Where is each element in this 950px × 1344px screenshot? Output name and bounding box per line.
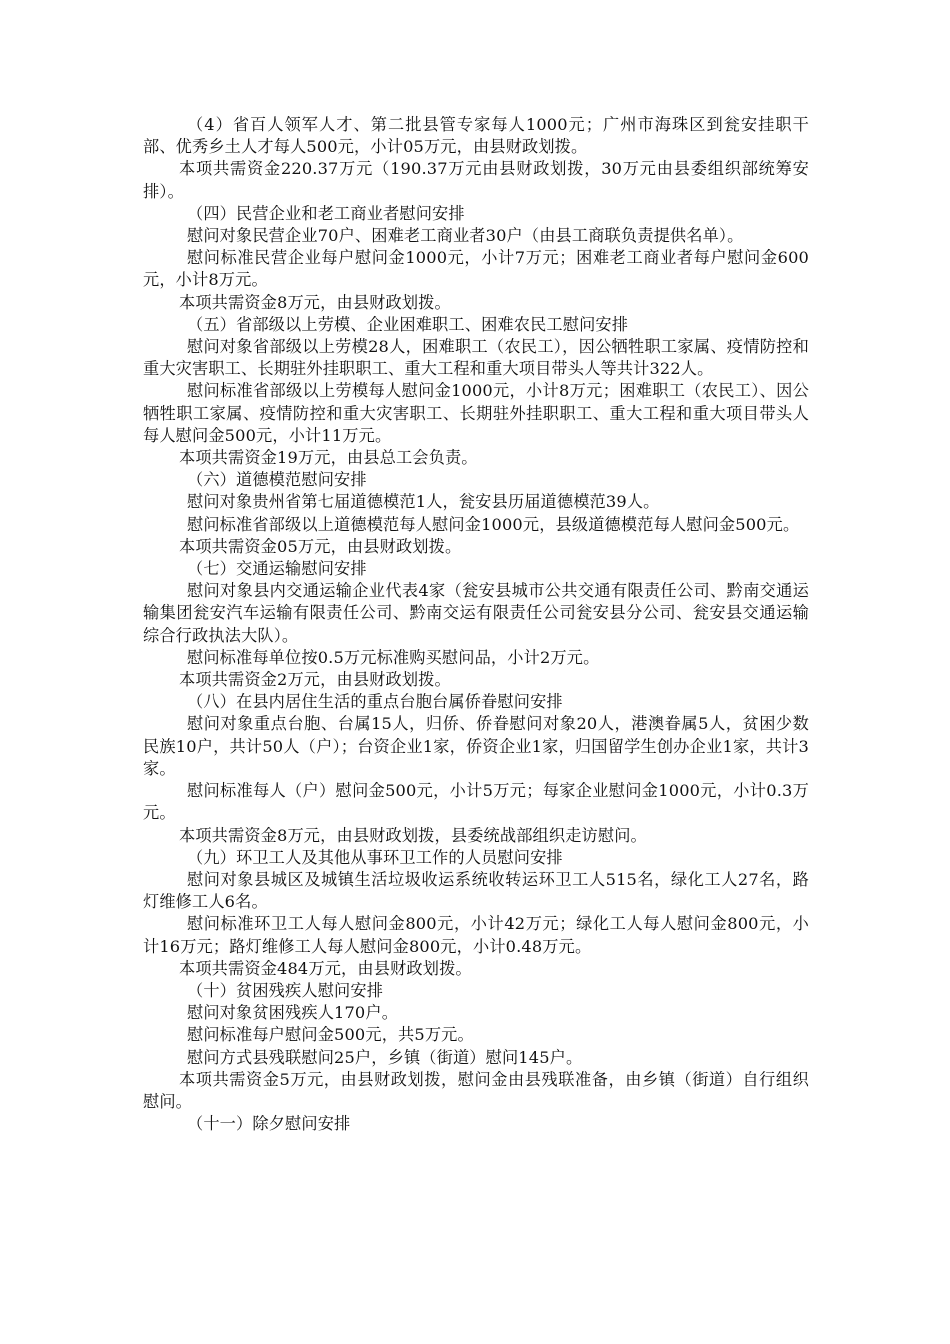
document-paragraph: （四）民营企业和老工商业者慰问安排 <box>187 203 465 223</box>
document-paragraph: （4）省百人领军人才、第二批县管专家每人1000元；广州市海珠区到瓮安挂职干部、优秀乡土人才每人500元，小计05万元，由县财政划拨。 <box>143 115 809 157</box>
document-paragraph: （六）道德模范慰问安排 <box>187 470 367 490</box>
document-summary-paragraph: 本项共需资金220.37万元（190.37万元由县财政划拨，30万元由县委组织部统筹安排）。 <box>143 159 809 201</box>
document-paragraph: 慰问对象贵州省第七届道德模范1人，瓮安县历届道德模范39人。 <box>187 492 660 512</box>
document-paragraph: 慰问标准环卫工人每人慰问金800元，小计42万元；绿化工人每人慰问金800元，小计16万元；路灯维修工人每人慰问金800元，小计0.48万元。 <box>143 914 809 956</box>
document-paragraph: 慰问标准省部级以上道德模范每人慰问金1000元，县级道德模范每人慰问金500元。 <box>187 514 800 534</box>
document-paragraph: 慰问标准每人（户）慰问金500元，小计5万元；每家企业慰问金1000元，小计0.3万元。 <box>143 781 809 823</box>
document-paragraph: 慰问标准民营企业每户慰问金1000元，小计7万元；困难老工商业者每户慰问金600元，小计8万元。 <box>143 248 809 290</box>
document-page <box>143 114 809 1135</box>
document-paragraph: （九）环卫工人及其他从事环卫工作的人员慰问安排 <box>187 847 563 867</box>
document-paragraph: 慰问对象贫困残疾人170户。 <box>187 1003 399 1023</box>
document-summary-paragraph: 本项共需资金484万元，由县财政划拨。 <box>179 958 472 978</box>
document-paragraph: 慰问对象县内交通运输企业代表4家（瓮安县城市公共交通有限责任公司、黔南交通运输集团瓮安汽车运输有限责任公司、黔南交运有限责任公司瓮安县分公司、瓮安县交通运输综合行政执法大队）。 <box>143 581 809 645</box>
document-summary-paragraph: 本项共需资金8万元，由县财政划拨。 <box>179 292 451 312</box>
document-paragraph: 慰问对象民营企业70户、困难老工商业者30户（由县工商联负责提供名单）。 <box>187 226 744 246</box>
document-paragraph: 慰问标准省部级以上劳模每人慰问金1000元，小计8万元；困难职工（农民工）、因公牺牲职工家属、疫情防控和重大灾害职工、长期驻外挂职职工、重大工程和重大项目带头人每人慰问金500元，小计11万元。 <box>143 381 809 445</box>
document-paragraph: 慰问标准每单位按0.5万元标准购买慰问品，小计2万元。 <box>187 647 600 667</box>
document-summary-paragraph: 本项共需资金05万元，由县财政划拨。 <box>179 536 462 556</box>
document-paragraph: 慰问方式县残联慰问25户，乡镇（街道）慰问145户。 <box>187 1047 583 1067</box>
document-paragraph: （十）贫困残疾人慰问安排 <box>187 980 384 1000</box>
document-paragraph: 慰问对象重点台胞、台属15人，归侨、侨眷慰问对象20人，港澳眷属5人，贫困少数民族10户，共计50人（户）；台资企业1家，侨资企业1家，归国留学生创办企业1家，共计3家。 <box>143 714 809 778</box>
document-paragraph: 慰问对象县城区及城镇生活垃圾收运系统收转运环卫工人515名，绿化工人27名，路灯维修工人6名。 <box>143 869 809 912</box>
document-paragraph: （八）在县内居住生活的重点台胞台属侨眷慰问安排 <box>187 692 563 712</box>
document-summary-paragraph: 本项共需资金19万元，由县总工会负责。 <box>179 448 478 468</box>
document-summary-paragraph: 本项共需资金2万元，由县财政划拨。 <box>179 670 451 690</box>
document-paragraph: （七）交通运输慰问安排 <box>187 559 367 579</box>
document-paragraph: 慰问标准每户慰问金500元，共5万元。 <box>187 1025 474 1045</box>
document-paragraph: 慰问对象省部级以上劳模28人，困难职工（农民工），因公牺牲职工家属、疫情防控和重大灾害职工、长期驻外挂职职工、重大工程和重大项目带头人等共计322人。 <box>143 337 809 379</box>
document-paragraph: （十一）除夕慰问安排 <box>187 1114 351 1134</box>
document-summary-paragraph: 本项共需资金8万元，由县财政划拨，县委统战部组织走访慰问。 <box>179 825 647 845</box>
document-paragraph: （五）省部级以上劳模、企业困难职工、困难农民工慰问安排 <box>187 314 629 334</box>
document-summary-paragraph: 本项共需资金5万元，由县财政划拨，慰问金由县残联准备，由乡镇（街道）自行组织慰问。 <box>143 1069 809 1111</box>
